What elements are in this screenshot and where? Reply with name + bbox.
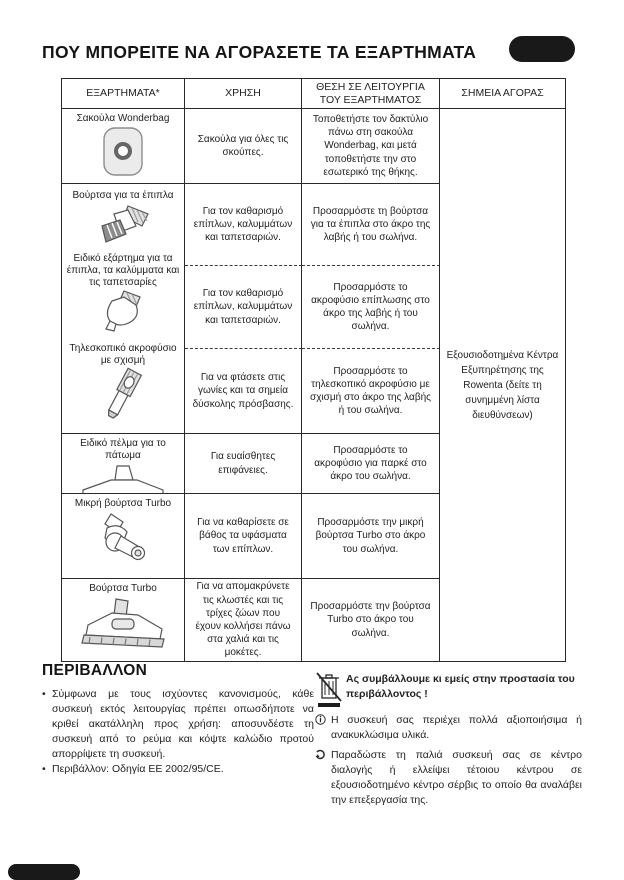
environment-bullet-text: Σύμφωνα με τους ισχύοντες κανονισμούς, κάθε συσκευή εκτός λειτουργίας πρέπει οπωσδήποτε να κριθεί ακατάλληλη προς χρήση: αποσυνδέστε τη συσκευή από το ρεύμα και κόψτε καλώδιο προτού απορρίψετε τη συσκευή. (52, 688, 314, 760)
environment-note-text: Η συσκευή σας περιέχει πολλά αξιοποιήσιμα ή ανακυκλώσιμα υλικά. (331, 714, 582, 741)
accessory-use: Για τον καθαρισμό επίπλων, καλυμμάτων και ταπετσαριών. (185, 266, 302, 349)
accessory-fitting: Προσαρμόστε την βούρτσα Turbo στο άκρο του σωλήνα. (302, 579, 440, 661)
accessory-fitting: Προσαρμόστε τη βούρτσα για τα έπιπλα στο άκρο της λαβής ή του σωλήνα. (302, 184, 440, 266)
info-circle-icon (315, 714, 326, 730)
accessory-name: Μικρή βούρτσα Turbo (74, 498, 172, 509)
accessory-fitting: Προσαρμόστε το ακροφύσιο επίπλωσης στο άκρο της λαβής ή του σωλήνα. (302, 266, 440, 349)
col-header-use: ΧΡΗΣΗ (185, 79, 302, 109)
environment-bullet (42, 762, 314, 777)
table-row-accessory (64, 190, 182, 250)
accessory-name: Ειδικό εξάρτημα για τα έπιπλα, τα καλύμματα και τις ταπετσαρίες (66, 252, 180, 288)
accessory-use: Σακούλα για όλες τις σκούπες. (185, 109, 302, 184)
environment-note-text: Παραδώστε τη παλιά συσκευή σας σε κέντρο διαλογής ή ελλείψει τέτοιου κέντρου σε εξουσιοδοτημένο κέντρο σέρβις το οποίο θα αναλάβει την επεξεργασία της. (331, 749, 582, 806)
table-row-accessory (64, 343, 182, 427)
table-row-accessory (62, 579, 185, 661)
accessories-table (61, 78, 566, 662)
accessory-use: Για να καθαρίσετε σε βάθος τα υφάσματα των επίπλων. (185, 494, 302, 579)
mini-turbo-brush-icon (93, 512, 153, 572)
environment-right-column (316, 672, 582, 808)
environment-note (316, 748, 582, 808)
language-badge-icon (509, 36, 575, 62)
page-title: ΠΟΥ ΜΠΟΡΕΙΤΕ ΝΑ ΑΓΟΡΑΣΕΤΕ ΤΑ ΕΞΑΡΤΗΜΑΤΑ (42, 42, 477, 62)
accessory-fitting: Προσαρμόστε το τηλεσκοπικό ακροφύσιο με σχισμή στο άκρο της λαβής ή του σωλήνα. (302, 349, 440, 434)
purchase-points-cell: Εξουσιοδοτημένα Κέντρα Εξυπηρέτησης της Rowenta (δείτε τη συνημμένη λίστα διευθύνσεων) (446, 349, 559, 421)
environment-note (316, 713, 582, 743)
telescopic-crevice-tool-icon (100, 367, 146, 427)
bullet-icon: • (42, 688, 46, 700)
accessory-use: Για να φτάσετε στις γωνίες και τα σημεία δύσκολης πρόσβασης. (185, 349, 302, 434)
accessory-name: Τηλεσκοπικό ακροφύσιο με σχισμή (69, 343, 177, 366)
col-header-purchase: ΣΗΜΕΙΑ ΑΓΟΡΑΣ (440, 79, 565, 109)
table-row-accessory (62, 494, 185, 579)
accessory-fitting: Προσαρμόστε το ακροφύσιο για παρκέ στο άκρο του σωλήνα. (302, 434, 440, 494)
wonderbag-dust-bag-icon (98, 127, 148, 181)
accessory-name: Σακούλα Wonderbag (76, 113, 170, 124)
environment-protect-block (316, 672, 582, 708)
accessory-name: Βούρτσα Turbo (89, 583, 157, 594)
upholstery-nozzle-icon (94, 289, 152, 341)
environment-left-column (42, 687, 314, 777)
furniture-brush-icon (92, 202, 154, 250)
accessory-name: Ειδικό πέλμα για το πάτωμα (80, 438, 166, 461)
accessory-name: Βούρτσα για τα έπιπλα (72, 190, 174, 201)
accessory-use: Για να απομακρύνετε τις κλωστές και τις τρίχες ζώων που έχουν κολλήσει πάνω στα χαλιά και τις μοκέτες. (185, 579, 302, 661)
parquet-floor-nozzle-icon (75, 464, 171, 494)
page-number-badge-icon (8, 864, 80, 880)
weee-crossed-bin-icon (316, 670, 342, 713)
turbo-brush-icon (74, 597, 172, 657)
curved-arrow-icon (315, 749, 326, 765)
bullet-icon: • (42, 763, 46, 775)
accessory-fitting: Προσαρμόστε την μικρή βούρτσα Turbo στο άκρο του σωλήνα. (302, 494, 440, 579)
accessory-use: Για ευαίσθητες επιφάνειες. (185, 434, 302, 494)
table-rows-accessory-group (62, 184, 185, 434)
environment-protect-title: Ας συμβάλλουμε κι εμείς στην προστασία του περιβάλλοντος ! (346, 673, 575, 700)
col-header-accessories: ΕΞΑΡΤΗΜΑΤΑ* (62, 79, 185, 109)
accessory-use: Για τον καθαρισμό επίπλων, καλυμμάτων και ταπετσαριών. (185, 184, 302, 266)
col-header-fitting: ΘΕΣΗ ΣΕ ΛΕΙΤΟΥΡΓΙΑ ΤΟΥ ΕΞΑΡΤΗΜΑΤΟΣ (302, 79, 440, 109)
environment-bullet-text: Περιβάλλον: Οδηγία ΕΕ 2002/95/CE. (52, 763, 224, 775)
environment-bullet (42, 687, 314, 762)
environment-heading: ΠΕΡΙΒΑΛΛΟΝ (42, 662, 148, 679)
accessory-fitting: Τοποθετήστε τον δακτύλιο πάνω στη σακούλα Wonderbag, και μετά τοποθετήστε την στο εσωτερικό της θήκης. (302, 109, 440, 184)
table-row-accessory (62, 109, 185, 184)
table-row-accessory (64, 253, 182, 341)
table-row-accessory (62, 434, 185, 494)
